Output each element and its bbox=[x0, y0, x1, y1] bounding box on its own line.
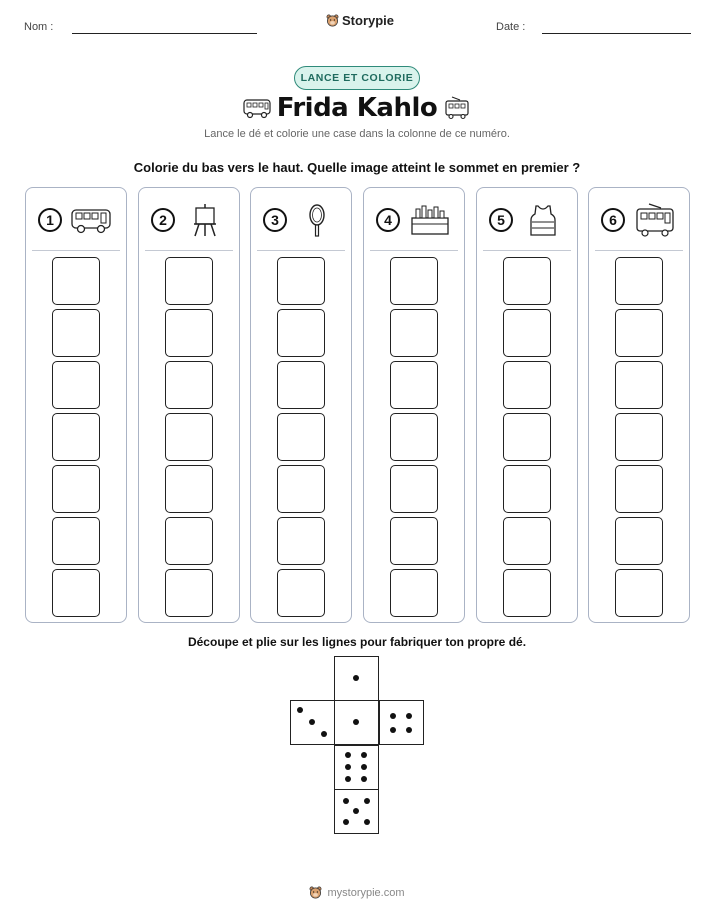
color-cell[interactable] bbox=[277, 361, 325, 409]
die-pip bbox=[390, 727, 396, 733]
color-cell[interactable] bbox=[165, 309, 213, 357]
color-cell[interactable] bbox=[52, 361, 100, 409]
die-pip bbox=[406, 727, 412, 733]
die-pip bbox=[309, 719, 315, 725]
color-cell[interactable] bbox=[615, 413, 663, 461]
color-cell[interactable] bbox=[277, 569, 325, 617]
column-4 bbox=[363, 187, 465, 623]
die-pip bbox=[361, 764, 367, 770]
column-3 bbox=[250, 187, 352, 623]
hand-mirror-icon bbox=[295, 202, 339, 238]
column-2 bbox=[138, 187, 240, 623]
color-cell[interactable] bbox=[390, 569, 438, 617]
color-cell[interactable] bbox=[52, 465, 100, 513]
column-number: 3 bbox=[263, 208, 287, 232]
color-cell[interactable] bbox=[390, 465, 438, 513]
bear-icon bbox=[309, 886, 322, 899]
die-pip bbox=[321, 731, 327, 737]
bus-icon bbox=[70, 202, 114, 238]
board-instruction: Colorie du bas vers le haut. Quelle image atteint le sommet en premier ? bbox=[133, 160, 581, 175]
column-header bbox=[597, 202, 681, 242]
column-divider bbox=[32, 250, 120, 251]
color-cell[interactable] bbox=[165, 465, 213, 513]
name-line bbox=[72, 33, 257, 34]
color-cell[interactable] bbox=[615, 257, 663, 305]
column-header bbox=[34, 202, 118, 242]
die-face-4 bbox=[379, 700, 424, 745]
color-cell[interactable] bbox=[390, 517, 438, 565]
color-cell[interactable] bbox=[390, 257, 438, 305]
die-pip bbox=[345, 764, 351, 770]
die-face-1 bbox=[334, 656, 379, 701]
color-cell[interactable] bbox=[615, 361, 663, 409]
color-cell[interactable] bbox=[52, 569, 100, 617]
column-number: 6 bbox=[601, 208, 625, 232]
color-cell[interactable] bbox=[52, 413, 100, 461]
column-6 bbox=[588, 187, 690, 623]
bear-icon bbox=[326, 14, 339, 27]
color-cell[interactable] bbox=[615, 517, 663, 565]
column-5 bbox=[476, 187, 578, 623]
die-face-1 bbox=[334, 700, 379, 745]
column-number: 5 bbox=[489, 208, 513, 232]
die-pip bbox=[343, 798, 349, 804]
easel-icon bbox=[183, 202, 227, 238]
column-divider bbox=[257, 250, 345, 251]
color-cell[interactable] bbox=[503, 569, 551, 617]
footer bbox=[0, 886, 714, 899]
column-1 bbox=[25, 187, 127, 623]
die-pip bbox=[390, 713, 396, 719]
color-cell[interactable] bbox=[503, 257, 551, 305]
page-title: Frida Kahlo bbox=[276, 93, 438, 123]
die-instruction: Découpe et plie sur les lignes pour fabriquer ton propre dé. bbox=[187, 635, 527, 649]
column-divider bbox=[483, 250, 571, 251]
column-header bbox=[485, 202, 569, 242]
color-cell[interactable] bbox=[390, 361, 438, 409]
tram-icon bbox=[633, 202, 677, 238]
tram-icon bbox=[442, 96, 472, 120]
color-cell[interactable] bbox=[52, 309, 100, 357]
brand-name: Storypie bbox=[342, 13, 395, 28]
die-pip bbox=[353, 719, 359, 725]
die-face-3 bbox=[290, 700, 335, 745]
date-line bbox=[542, 33, 691, 34]
column-divider bbox=[370, 250, 458, 251]
color-cell[interactable] bbox=[52, 257, 100, 305]
column-header bbox=[147, 202, 231, 242]
die-pip bbox=[361, 776, 367, 782]
subtitle: Lance le dé et colorie une case dans la colonne de ce numéro. bbox=[204, 128, 510, 140]
color-cell[interactable] bbox=[277, 465, 325, 513]
brand-logo bbox=[326, 13, 394, 28]
color-cell[interactable] bbox=[277, 257, 325, 305]
date-label: Date : bbox=[496, 21, 526, 33]
column-divider bbox=[595, 250, 683, 251]
color-cell[interactable] bbox=[52, 517, 100, 565]
paint-box-icon bbox=[408, 202, 452, 238]
color-cell[interactable] bbox=[390, 413, 438, 461]
color-cell[interactable] bbox=[277, 517, 325, 565]
column-number: 2 bbox=[151, 208, 175, 232]
column-number: 4 bbox=[376, 208, 400, 232]
color-cell[interactable] bbox=[503, 413, 551, 461]
color-cell[interactable] bbox=[615, 309, 663, 357]
color-cell[interactable] bbox=[503, 309, 551, 357]
footer-site[interactable]: mystorypie.com bbox=[327, 886, 405, 899]
color-cell[interactable] bbox=[165, 569, 213, 617]
column-number: 1 bbox=[38, 208, 62, 232]
tank-top-icon bbox=[521, 202, 565, 238]
color-cell[interactable] bbox=[277, 413, 325, 461]
color-cell[interactable] bbox=[165, 517, 213, 565]
die-pip bbox=[345, 752, 351, 758]
column-divider bbox=[145, 250, 233, 251]
color-cell[interactable] bbox=[503, 517, 551, 565]
name-label: Nom : bbox=[24, 21, 54, 33]
die-pip bbox=[406, 713, 412, 719]
die-pip bbox=[364, 798, 370, 804]
column-header bbox=[372, 202, 456, 242]
die-pip bbox=[353, 808, 359, 814]
die-pip bbox=[345, 776, 351, 782]
die-pip bbox=[364, 819, 370, 825]
color-cell[interactable] bbox=[277, 309, 325, 357]
die-face-5 bbox=[334, 789, 379, 834]
color-cell[interactable] bbox=[503, 361, 551, 409]
color-cell[interactable] bbox=[165, 257, 213, 305]
die-face-6 bbox=[334, 745, 379, 790]
color-cell[interactable] bbox=[165, 361, 213, 409]
color-cell[interactable] bbox=[503, 465, 551, 513]
color-cell[interactable] bbox=[615, 569, 663, 617]
die-pip bbox=[343, 819, 349, 825]
die-pip bbox=[353, 675, 359, 681]
die-pip bbox=[297, 707, 303, 713]
color-cell[interactable] bbox=[390, 309, 438, 357]
color-cell[interactable] bbox=[165, 413, 213, 461]
color-cell[interactable] bbox=[615, 465, 663, 513]
activity-badge: LANCE ET COLORIE bbox=[294, 66, 420, 90]
column-header bbox=[259, 202, 343, 242]
die-pip bbox=[361, 752, 367, 758]
